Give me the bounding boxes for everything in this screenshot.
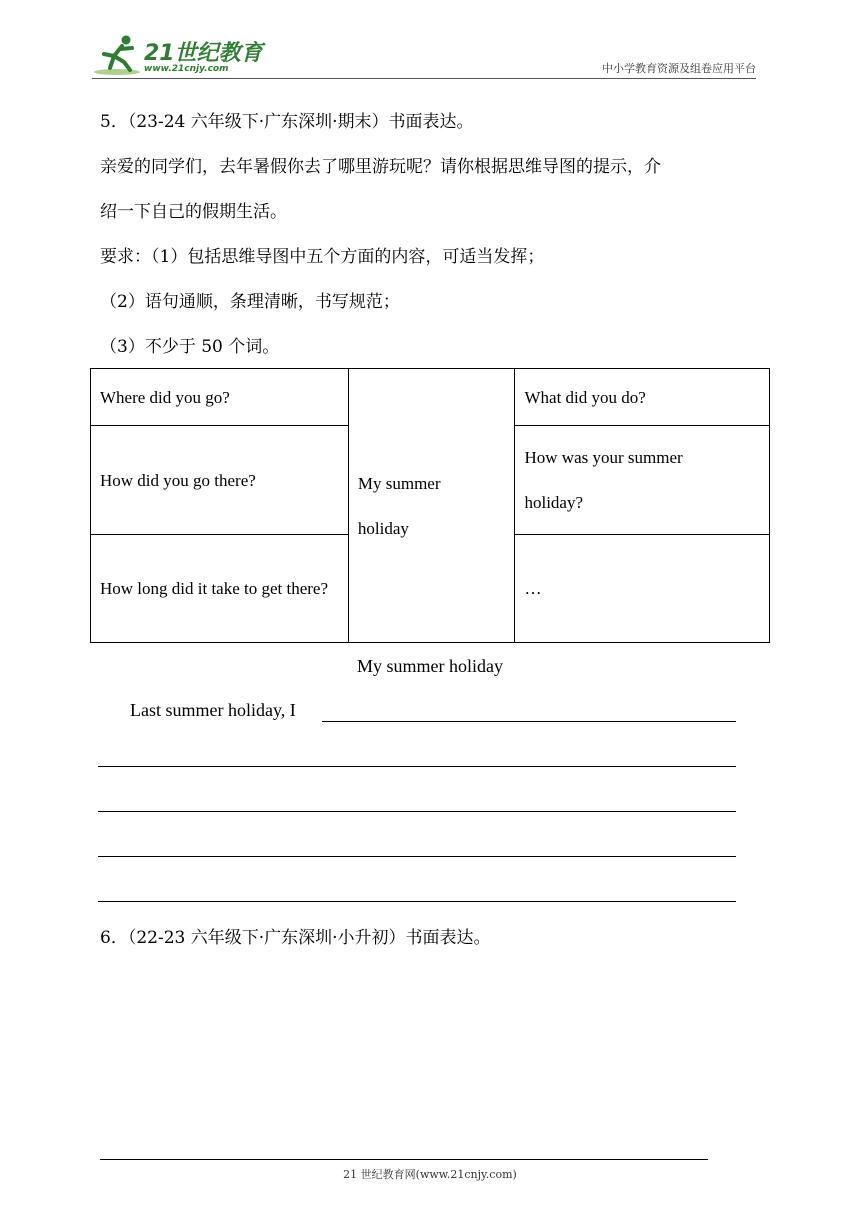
- question5-requirement1: 要求：（1）包括思维导图中五个方面的内容，可适当发挥；: [100, 247, 545, 267]
- writing-line[interactable]: [322, 721, 736, 722]
- writing-line[interactable]: [98, 766, 736, 767]
- writing-start-text: Last summer holiday, I: [130, 700, 296, 720]
- writing-line[interactable]: [98, 901, 736, 902]
- question5-requirement3: （3）不少于 50 个词。: [100, 337, 280, 357]
- mind-map-right-cell: What did you do?: [515, 369, 770, 426]
- mind-map-center-cell: [348, 369, 515, 643]
- mind-map-left-text: How long did it take to get there?: [100, 579, 329, 598]
- mind-map-table: [90, 368, 770, 643]
- mind-map-left-cell: [91, 535, 349, 643]
- mind-map-right-cell: [515, 426, 770, 535]
- footer-divider: [100, 1159, 708, 1160]
- footer-text: 21 世纪教育网(www.21cnjy.com): [343, 1168, 517, 1181]
- mind-map-right-text: How was your summer holiday?: [524, 448, 683, 512]
- question5-intro-line1: 亲爱的同学们，去年暑假你去了哪里游玩呢？请你根据思维导图的提示，介: [100, 157, 661, 177]
- question6-title: 6．（22-23 六年级下·广东深圳·小升初）书面表达。: [100, 928, 491, 948]
- question5-requirement2: （2）语句通顺，条理清晰，书写规范；: [100, 292, 400, 312]
- logo: [92, 34, 262, 80]
- mind-map-center-text: My summer holiday: [357, 473, 441, 538]
- logo-url: www.21cnjy.com: [144, 64, 229, 74]
- logo-text: 21世纪教育: [144, 41, 263, 66]
- writing-line[interactable]: [98, 856, 736, 857]
- writing-title: My summer holiday: [357, 656, 503, 676]
- mind-map-right-cell: …: [515, 535, 770, 643]
- writing-line[interactable]: [98, 811, 736, 812]
- header-divider: [92, 78, 756, 79]
- header-platform-text: 中小学教育资源及组卷应用平台: [602, 62, 756, 75]
- mind-map-left-cell: How did you go there?: [91, 426, 349, 535]
- question5-title: 5．（23-24 六年级下·广东深圳·期末）书面表达。: [100, 112, 474, 132]
- mind-map-left-cell: Where did you go?: [91, 369, 349, 426]
- question5-intro-line2: 绍一下自己的假期生活。: [100, 202, 287, 222]
- runner-logo-icon: [92, 34, 142, 78]
